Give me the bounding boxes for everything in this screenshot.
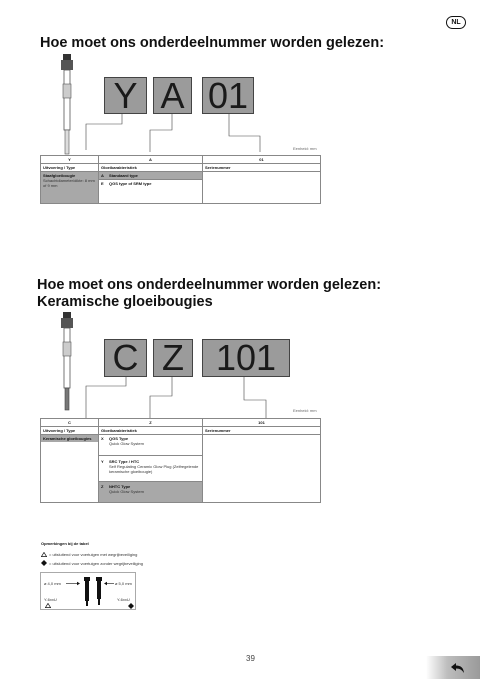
option-row — [99, 435, 202, 456]
code-box-type: Y — [104, 77, 147, 114]
option-description: Quick Glow System — [109, 489, 144, 494]
subheader-serial: Serienummer — [203, 164, 321, 172]
code-box-characteristic: Z — [153, 339, 193, 377]
subheader-type: Uitvoering / Type — [41, 427, 99, 435]
note-diamond-text: = uitsluitend voor voertuigen zonder wegrijbeveiliging — [49, 560, 143, 566]
option-name: QGS Type — [109, 436, 129, 441]
option-row — [99, 482, 202, 502]
notes-title: Opmerkingen bij de tabel — [41, 541, 89, 546]
note-triangle — [41, 552, 137, 557]
section2-title-line2: Keramische gloeibougies — [37, 294, 213, 310]
subheader-type: Uitvoering / Type — [41, 164, 99, 172]
legend-left-code: Y-6xxU — [44, 597, 57, 602]
option-name: Standaard type — [109, 173, 138, 178]
option-name: QGS type of SRM type — [109, 181, 152, 186]
note-triangle-text: = uitsluitend voor voertuigen met wegrijbeveiliging — [49, 552, 138, 557]
subheader-characteristic: Gloeikarakteristiek — [99, 427, 203, 435]
section2-title-line1: Hoe moet ons onderdeelnummer worden gelezen: — [37, 277, 382, 293]
legend-left-dimension: ø 4,0 mm — [44, 581, 61, 586]
arrow-right-icon — [66, 581, 80, 586]
triangle-icon — [45, 603, 51, 608]
option-name: NHTC Type — [109, 484, 131, 489]
subheader-characteristic: Gloeikarakteristiek — [99, 164, 203, 172]
col-header-type: Y — [41, 156, 99, 164]
option-key: Y — [101, 459, 104, 464]
subheader-serial: Serienummer — [203, 427, 321, 435]
glow-plug-tip-icon — [81, 575, 105, 607]
option-row — [99, 456, 202, 482]
col-header-type: C — [41, 419, 99, 427]
language-badge: NL — [446, 16, 466, 29]
type-name: Keramische gloeibougies — [41, 435, 98, 442]
page-number: 39 — [246, 654, 255, 663]
legend-right-dimension: ø 5,0 mm — [115, 581, 132, 586]
note-diamond — [41, 560, 143, 566]
arrow-left-icon — [104, 581, 114, 586]
legend-right-code: Y-6xxU — [117, 597, 130, 602]
option-key: E — [101, 181, 104, 186]
option-key: A — [101, 173, 104, 178]
col-header-characteristic: A — [99, 156, 203, 164]
option-description: Quick Glow System — [109, 441, 144, 446]
type-description: Schachtdiameter/dikte: 8 mm of 9 mm — [43, 178, 95, 188]
code-box-type: C — [104, 339, 147, 377]
serial-cell — [203, 435, 321, 503]
col-header-serial: 101 — [203, 419, 321, 427]
option-description: Self Regulating Ceramic Glow Plug (Zelfregelende keramische gloeibougie) — [109, 464, 199, 474]
triangle-icon — [41, 552, 47, 557]
part-number-table-2 — [40, 418, 321, 503]
characteristic-cell — [99, 435, 203, 503]
option-name: SRC Type / HTC — [109, 459, 140, 464]
col-header-characteristic: Z — [99, 419, 203, 427]
unit-label: Eenheid: mm — [293, 146, 317, 151]
col-header-serial: 01 — [203, 156, 321, 164]
back-arrow-icon — [451, 663, 465, 673]
legend-box — [40, 572, 136, 610]
type-name: Staafgloeibougie — [43, 173, 76, 178]
type-cell — [41, 435, 99, 503]
option-key: Z — [101, 484, 104, 489]
option-key: X — [101, 436, 104, 441]
diamond-icon — [128, 603, 134, 609]
code-box-serial: 101 — [202, 339, 290, 377]
back-button[interactable] — [426, 656, 480, 679]
code-box-serial: 01 — [202, 77, 254, 114]
code-box-characteristic: A — [153, 77, 192, 114]
unit-label: Eenheid: mm — [293, 408, 317, 413]
section1-title: Hoe moet ons onderdeelnummer worden gelezen: — [40, 35, 385, 51]
diamond-icon — [41, 560, 47, 566]
